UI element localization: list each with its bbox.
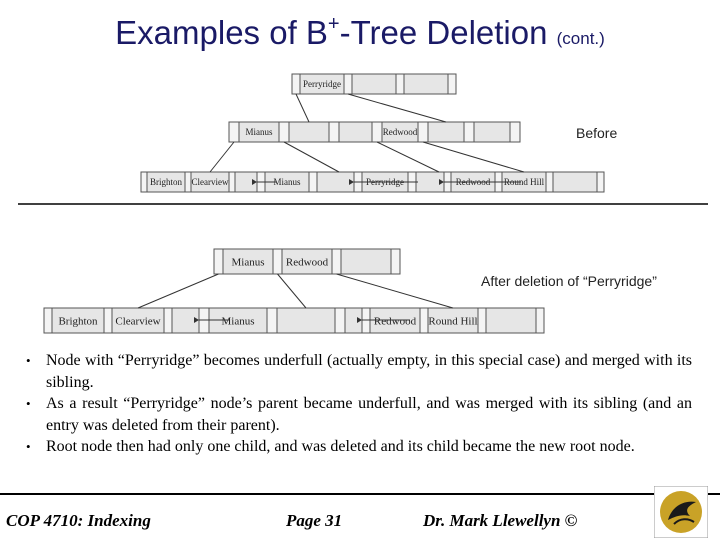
key-label: Clearview xyxy=(191,177,229,188)
key-label: Round Hill xyxy=(428,315,478,328)
bullet-item: • Root node then had only one child, and was deleted and its child became the new root node. xyxy=(26,436,692,458)
footer-page: Page 31 xyxy=(286,511,343,530)
key-cell xyxy=(404,74,448,94)
pointer-cell xyxy=(44,308,52,333)
pointer-cell xyxy=(279,122,289,142)
bullet-symbol: • xyxy=(26,439,31,454)
tree-edge xyxy=(278,274,307,308)
key-label: Mianus xyxy=(221,315,255,328)
key-label: Mianus xyxy=(231,256,265,269)
bullet-symbol: • xyxy=(26,353,31,368)
key-label: Clearview xyxy=(115,315,161,328)
footer-author: Dr. Mark Llewellyn © xyxy=(423,511,578,530)
key-label: Mianus xyxy=(245,127,273,138)
key-label: Mianus xyxy=(273,177,301,188)
pointer-cell xyxy=(396,74,404,94)
key-label: Redwood xyxy=(455,177,491,188)
bullet-item: • Node with “Perryridge” becomes underfull (actually empty, in this special case) and merged with its sibling. xyxy=(26,352,692,391)
pointer-cell xyxy=(104,308,112,333)
pointer-cell xyxy=(344,74,352,94)
key-cell xyxy=(352,74,396,94)
pointer-cell xyxy=(478,308,486,333)
footer-course: COP 4710: Indexing xyxy=(6,511,151,530)
pointer-cell xyxy=(141,172,147,192)
pointer-cell xyxy=(214,249,223,274)
key-cell xyxy=(486,308,536,333)
pointer-cell xyxy=(448,74,456,94)
slide-title: Examples of B+-Tree Deletion (cont.) xyxy=(115,13,605,51)
key-label: Brighton xyxy=(58,315,98,328)
key-label: Brighton xyxy=(149,177,183,188)
key-label: Perryridge xyxy=(303,79,341,90)
key-cell xyxy=(341,249,391,274)
key-label: Perryridge xyxy=(366,177,404,188)
key-cell xyxy=(428,122,464,142)
pointer-cell xyxy=(292,74,300,94)
tree-edge xyxy=(296,94,309,122)
tree-edge xyxy=(284,142,339,172)
pointer-cell xyxy=(546,172,553,192)
tree-edge xyxy=(138,274,219,308)
bullet-item: • As a result “Perryridge” node’s parent became underfull, and was merged with its sibling (and an entry was deleted from their parent). xyxy=(26,395,692,434)
pointer-cell xyxy=(332,249,341,274)
ucf-pegasus-logo-icon xyxy=(654,486,708,538)
pointer-cell xyxy=(420,308,428,333)
before-caption: Before xyxy=(576,125,618,141)
tree-edge xyxy=(423,142,524,172)
after-caption: After deletion of “Perryridge” xyxy=(481,273,657,289)
pointer-cell xyxy=(273,249,282,274)
pointer-cell xyxy=(536,308,544,333)
key-cell xyxy=(289,122,329,142)
key-label: Round Hill xyxy=(503,177,545,188)
pointer-cell xyxy=(464,122,474,142)
pointer-cell xyxy=(418,122,428,142)
tree-edge xyxy=(210,142,234,172)
key-label: Redwood xyxy=(373,315,417,328)
pointer-cell xyxy=(309,172,317,192)
slide-footer xyxy=(0,493,720,542)
pointer-cell xyxy=(267,308,277,333)
pointer-cell xyxy=(335,308,345,333)
key-label: Redwood xyxy=(285,256,329,269)
pointer-cell xyxy=(372,122,382,142)
pointer-cell xyxy=(597,172,604,192)
key-label: Redwood xyxy=(382,127,418,138)
pointer-cell xyxy=(229,172,235,192)
key-cell xyxy=(474,122,510,142)
key-cell xyxy=(277,308,335,333)
bullet-symbol: • xyxy=(26,396,31,411)
bullet-list xyxy=(26,350,692,458)
pointer-cell xyxy=(329,122,339,142)
tree-edge xyxy=(348,94,446,122)
pointer-cell xyxy=(185,172,191,192)
pointer-cell xyxy=(229,122,239,142)
tree-edge xyxy=(337,274,454,308)
tree-edge xyxy=(377,142,439,172)
pointer-cell xyxy=(164,308,172,333)
key-cell xyxy=(553,172,597,192)
pointer-cell xyxy=(510,122,520,142)
pointer-cell xyxy=(391,249,400,274)
